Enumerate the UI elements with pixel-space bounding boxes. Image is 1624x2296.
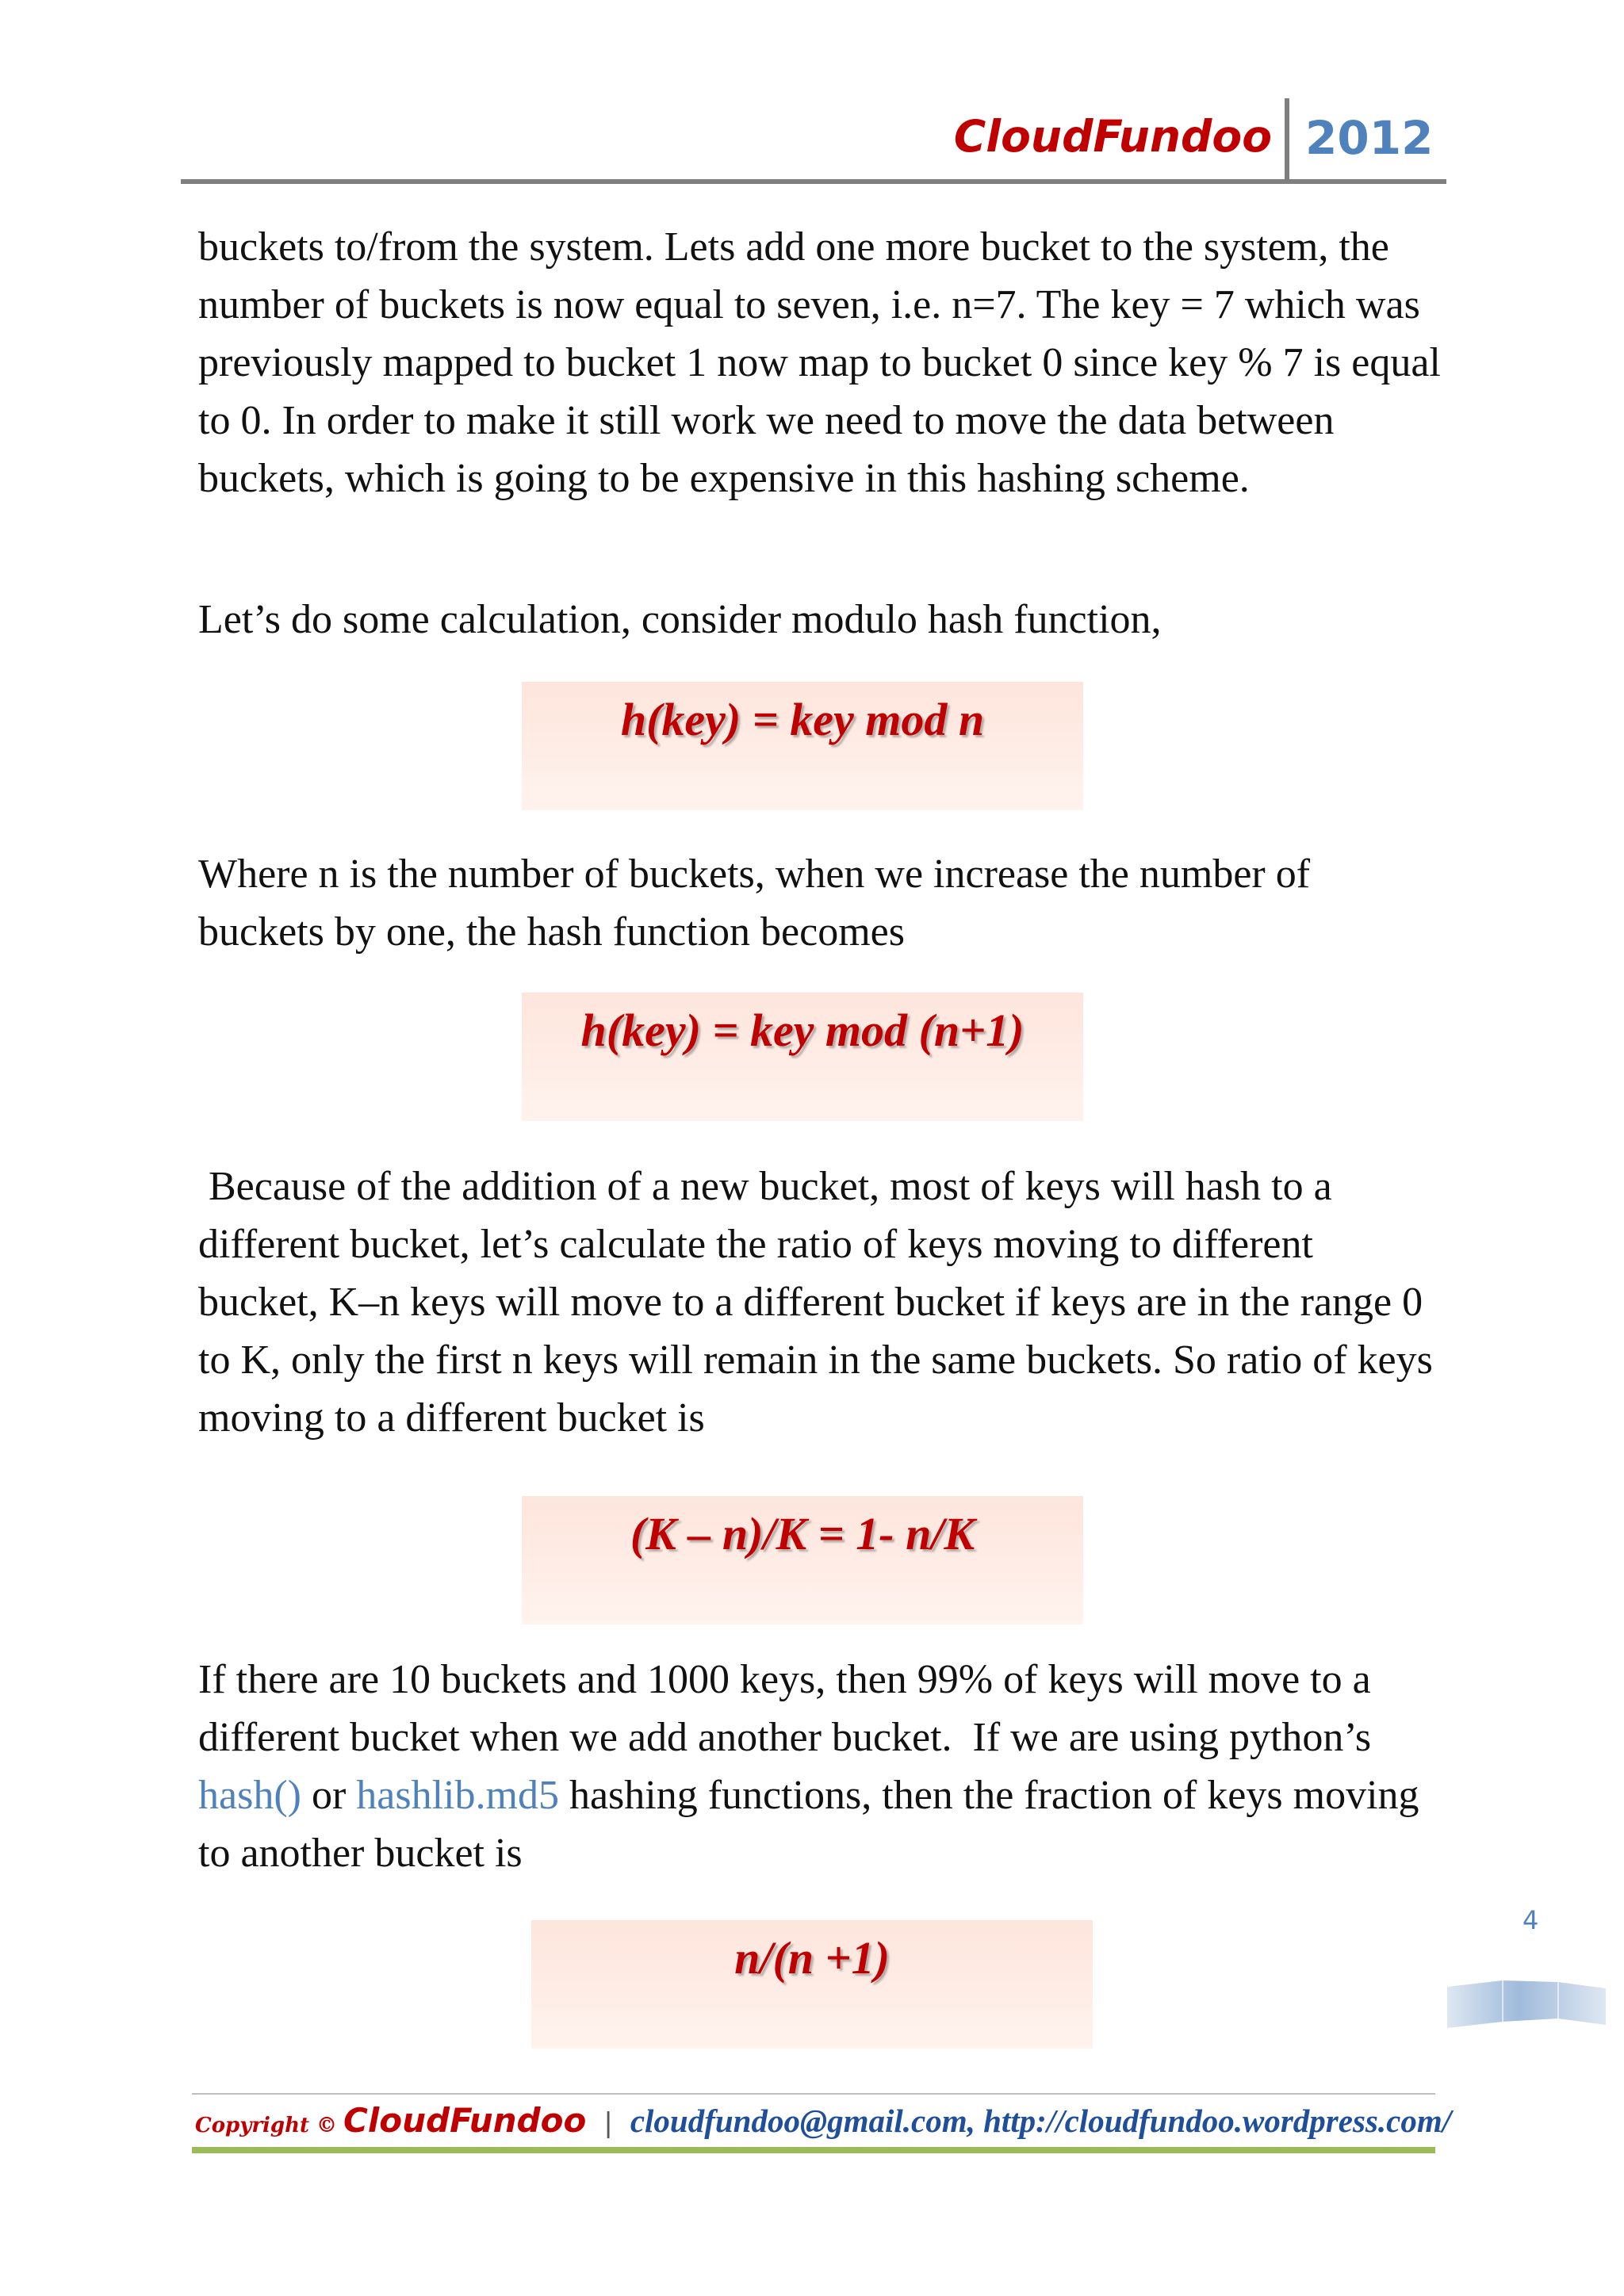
footer-contact-links[interactable]: cloudfundoo@gmail.com, http://cloudfundoo.wordpress.com/	[630, 2103, 1452, 2139]
page-header	[181, 95, 1446, 184]
footer-rule-bottom	[192, 2147, 1435, 2153]
header-year: 2012	[1305, 111, 1434, 165]
formula-box-mod-n-plus-1	[522, 993, 1083, 1121]
paragraph-calculation: Let’s do some calculation, consider modulo hash function,	[198, 597, 1162, 642]
formula-box-ratio	[522, 1496, 1083, 1624]
paragraph-where-n: Where n is the number of buckets, when we increase the number of buckets by one, the hash function becomes	[198, 851, 1311, 955]
formula-ratio: (K – n)/K = 1- n/K	[630, 1508, 975, 1559]
formula-box-fraction	[531, 1920, 1093, 2049]
paragraph-intro: buckets to/from the system. Lets add one more bucket to the system, the number of buckets is now equal to seven, i.e. n=7. The key = 7 which was previously mapped to bucket 1 now map to bucket 0 since key % 7 is equal to 0. In order to make it still work we need to move the data between buckets, which is going to be expensive in this hashing scheme.	[198, 224, 1441, 501]
page-corner-ribbon-icon	[1447, 1973, 1606, 2036]
formula-mod-n: h(key) = key mod n	[620, 694, 985, 745]
paragraph-python-hash-text-3: hashing functions, then the fraction of keys moving to another bucket is	[198, 1773, 1430, 1876]
footer-rule-top	[192, 2093, 1435, 2095]
paragraph-ratio: Because of the addition of a new bucket, most of keys will hash to a different bucket, let’s calculate the ratio of keys moving to different bucket, K–n keys will move to a different bucket if keys are in the range 0 to K, only the first n keys will remain in the same buckets. So ratio of keys moving to a different bucket is	[198, 1164, 1443, 1441]
formula-mod-n-plus-1: h(key) = key mod (n+1)	[580, 1004, 1025, 1056]
paragraph-python-hash	[198, 1651, 1443, 1882]
hash-function-link[interactable]: hash()	[198, 1773, 301, 1818]
paragraph-python-hash-text-2: or	[301, 1773, 357, 1818]
footer-separator: |	[603, 2107, 613, 2139]
header-divider	[1285, 98, 1289, 182]
paragraph-python-hash-text-1: If there are 10 buckets and 1000 keys, then 99% of keys will move to a different bucket when we add another bucket. If we are using python’s	[198, 1657, 1382, 1760]
footer-brand: CloudFundoo	[343, 2101, 587, 2140]
formula-fraction: n/(n +1)	[734, 1932, 890, 1984]
footer-copyright: Copyright ©	[195, 2114, 338, 2137]
header-brand: CloudFundoo	[953, 111, 1272, 162]
page-number: 4	[1522, 1905, 1539, 1935]
hashlib-md5-link[interactable]: hashlib.md5	[356, 1773, 559, 1818]
page-footer	[195, 2101, 1452, 2145]
formula-box-mod-n	[522, 682, 1083, 810]
